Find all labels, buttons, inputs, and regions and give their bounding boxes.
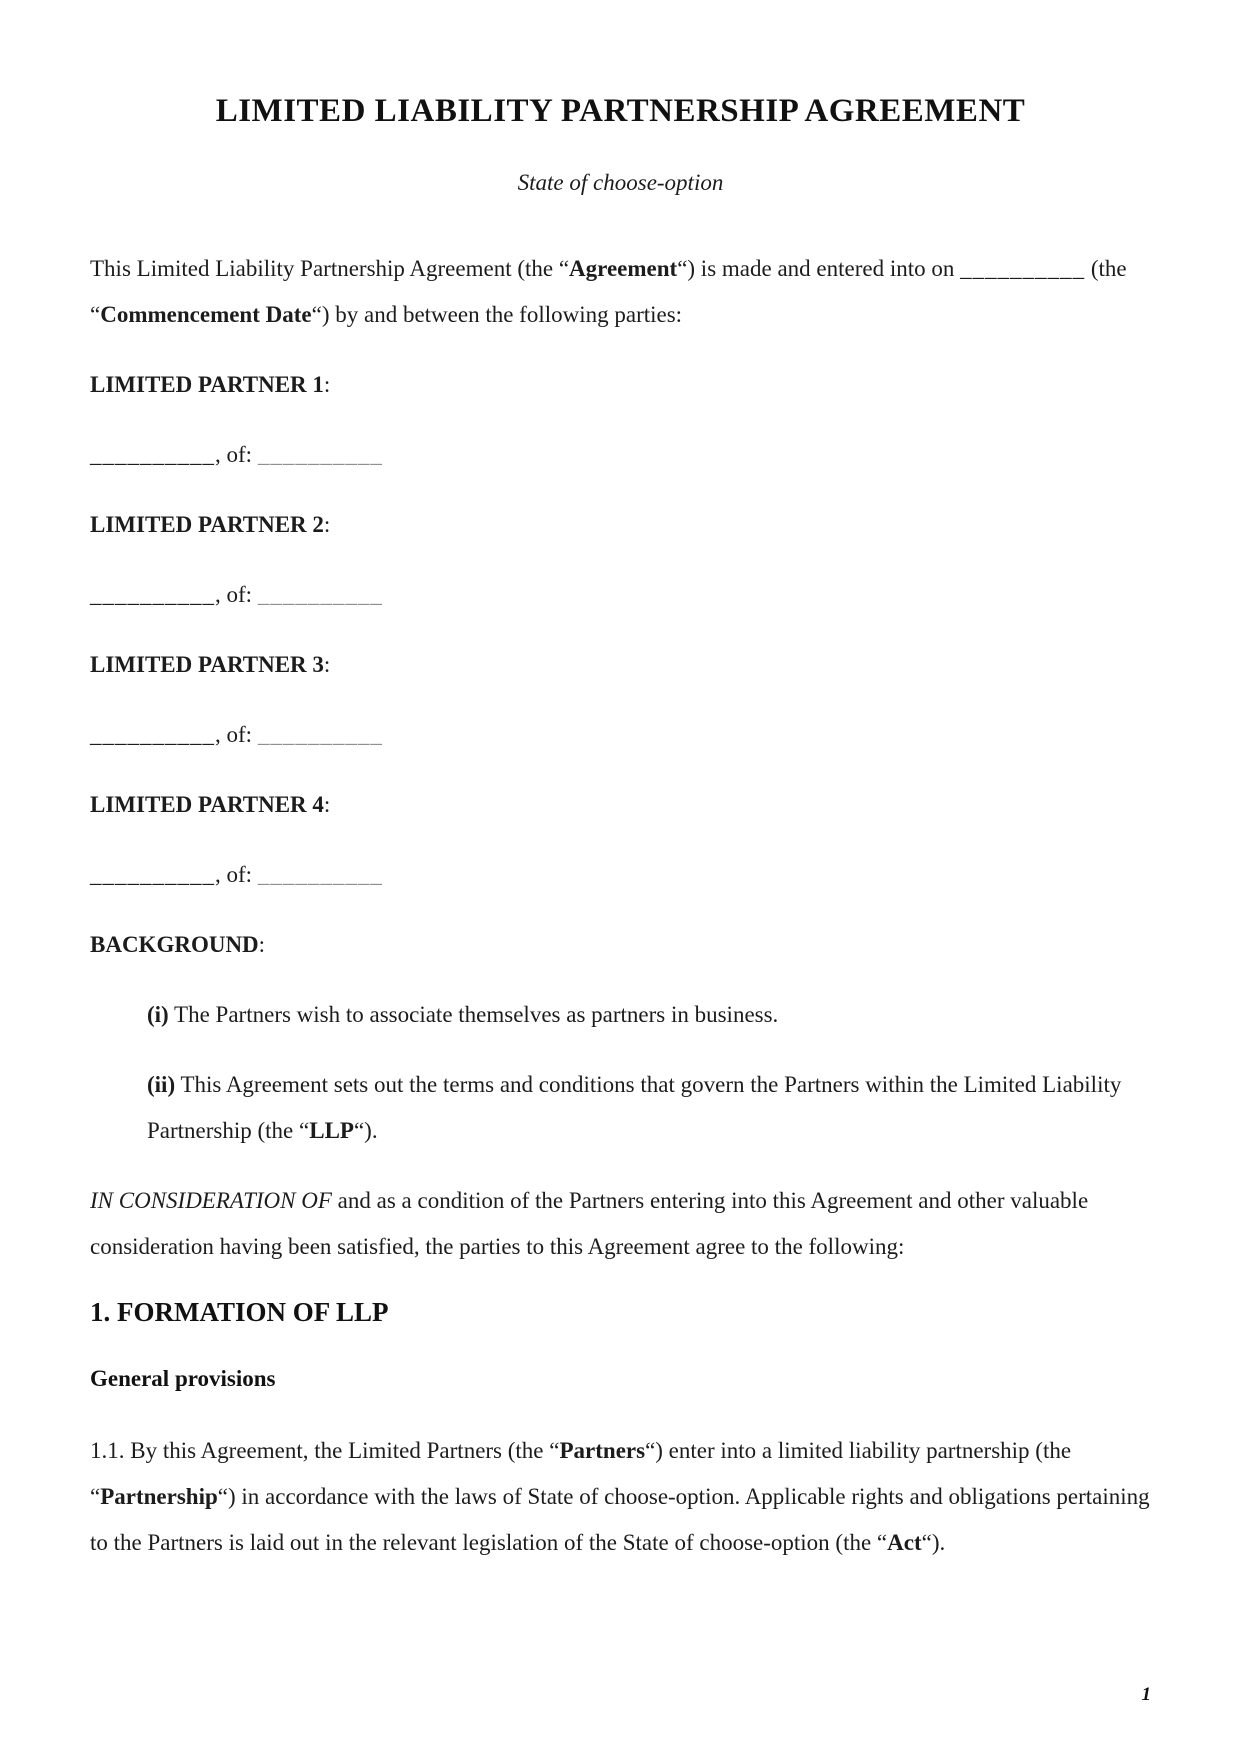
partner-4-heading bbox=[90, 782, 1151, 828]
general-provisions-heading: General provisions bbox=[90, 1365, 276, 1391]
partner-2-heading bbox=[90, 502, 1151, 548]
background-label: BACKGROUND bbox=[90, 931, 259, 957]
consideration-paragraph bbox=[90, 1178, 1151, 1270]
partner-2-of-text: , of: bbox=[215, 581, 258, 607]
partner-3-heading bbox=[90, 642, 1151, 688]
background-item-i-marker: (i) bbox=[147, 1001, 169, 1027]
background-colon: : bbox=[258, 931, 266, 957]
partner-2-fill-line bbox=[90, 572, 1151, 618]
intro-paragraph bbox=[90, 246, 1151, 338]
background-item-i bbox=[147, 992, 1151, 1038]
background-item-ii bbox=[147, 1062, 1151, 1154]
background-heading bbox=[90, 922, 1151, 968]
partner-4-fill-line bbox=[90, 852, 1151, 898]
partner-4-colon: : bbox=[323, 791, 331, 817]
partner-1-label: LIMITED PARTNER 1 bbox=[90, 371, 324, 397]
intro-text-3: (the “ bbox=[90, 255, 1127, 327]
partner-3-label: LIMITED PARTNER 3 bbox=[90, 651, 324, 677]
section-1-heading: 1. FORMATION OF LLP bbox=[90, 1296, 389, 1327]
commencement-date-blank: __________ bbox=[960, 255, 1086, 281]
partner-3-colon: : bbox=[323, 651, 331, 677]
partner-4-address-blank: __________ bbox=[257, 861, 383, 887]
background-item-i-text: The Partners wish to associate themselves as partners in business. bbox=[168, 1001, 779, 1027]
partner-2-label: LIMITED PARTNER 2 bbox=[90, 511, 324, 537]
partner-3-of-text: , of: bbox=[215, 721, 258, 747]
clause-1-1-paragraph bbox=[90, 1428, 1151, 1566]
partner-1-of-text: , of: bbox=[215, 441, 258, 467]
intro-text-2: “) is made and entered into on bbox=[677, 255, 961, 281]
clause-1-1-text-2: “) enter into a limited liability partnership (the “ bbox=[90, 1437, 1072, 1509]
term-act: Act bbox=[887, 1529, 922, 1555]
clause-1-1-text-1: 1.1. By this Agreement, the Limited Partners (the “ bbox=[90, 1437, 560, 1463]
partner-4-name-blank: __________ bbox=[90, 861, 215, 887]
consideration-text: and as a condition of the Partners entering into this Agreement and other valuable consideration having been satisfied, the parties to this Agreement agree to the following: bbox=[90, 1187, 1089, 1259]
background-item-ii-text-2: “). bbox=[353, 1117, 378, 1143]
partner-3-fill-line bbox=[90, 712, 1151, 758]
intro-text-1: This Limited Liability Partnership Agreement (the “ bbox=[90, 255, 570, 281]
term-llp: LLP bbox=[309, 1117, 354, 1143]
partner-1-address-blank: __________ bbox=[257, 441, 383, 467]
partner-3-address-blank: __________ bbox=[257, 721, 383, 747]
document-subtitle: State of choose-option bbox=[517, 169, 724, 195]
partner-2-name-blank: __________ bbox=[90, 581, 215, 607]
in-consideration-of-phrase: IN CONSIDERATION OF bbox=[90, 1187, 332, 1213]
term-commencement-date: Commencement Date bbox=[100, 301, 312, 327]
document-title: LIMITED LIABILITY PARTNERSHIP AGREEMENT bbox=[215, 93, 1026, 129]
term-partners: Partners bbox=[559, 1437, 646, 1463]
term-agreement: Agreement bbox=[569, 255, 678, 281]
partner-1-heading bbox=[90, 362, 1151, 408]
background-item-ii-text-1: This Agreement sets out the terms and conditions that govern the Partners within the Limited Liability Partnership (the “ bbox=[147, 1071, 1122, 1143]
partner-1-name-blank: __________ bbox=[90, 441, 215, 467]
page-number: 1 bbox=[1141, 1684, 1151, 1705]
partner-1-colon: : bbox=[323, 371, 331, 397]
partner-1-fill-line bbox=[90, 432, 1151, 478]
clause-1-1-text-4: “). bbox=[921, 1529, 946, 1555]
partner-2-colon: : bbox=[323, 511, 331, 537]
partner-3-name-blank: __________ bbox=[90, 721, 215, 747]
clause-1-1-text-3: “) in accordance with the laws of State of choose-option. Applicable rights and obligations pertaining to the Partners is laid out in the relevant legislation of the State of choose-option (the “ bbox=[90, 1483, 1150, 1555]
background-item-ii-marker: (ii) bbox=[147, 1071, 176, 1097]
term-partnership: Partnership bbox=[100, 1483, 218, 1509]
partner-4-label: LIMITED PARTNER 4 bbox=[90, 791, 324, 817]
partner-4-of-text: , of: bbox=[215, 861, 258, 887]
partner-2-address-blank: __________ bbox=[257, 581, 383, 607]
intro-text-4: “) by and between the following parties: bbox=[311, 301, 683, 327]
